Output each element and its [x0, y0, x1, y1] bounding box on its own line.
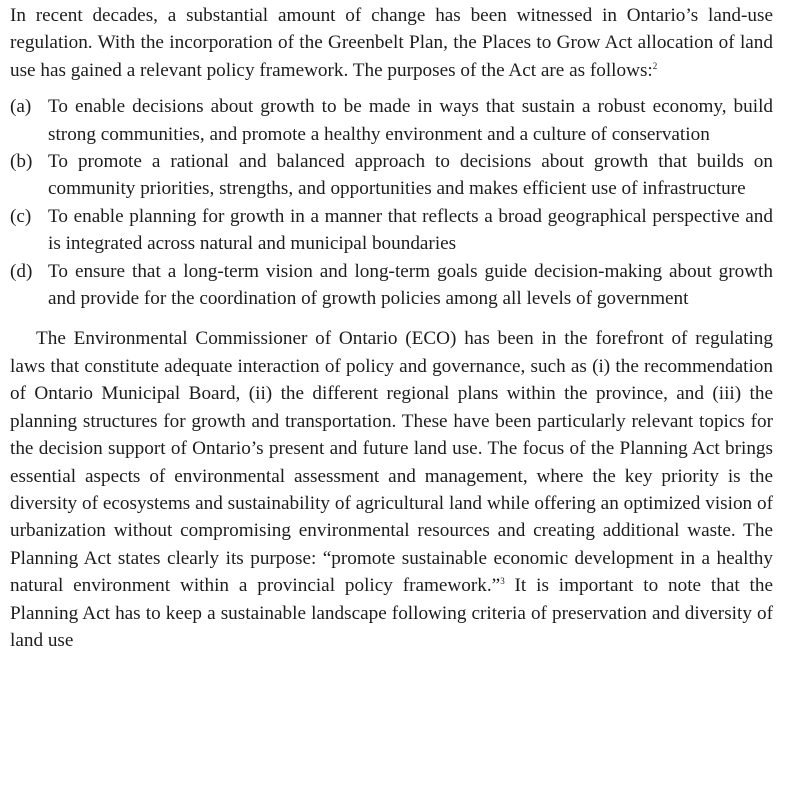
list-item-c: [10, 203, 773, 258]
eco-paragraph-text: The Environmental Commissioner of Ontario (ECO) has been in the forefront of regulating laws that constitute adequate interaction of policy and governance, such as (i) the recommendation of Ontario Municipal Board, (ii) the different regional plans within the province, and (iii) the planning structures for growth and transportation. These have been particularly relevant topics for the decision support of Ontario’s present and future land use. The focus of the Planning Act brings essential aspects of environmental assessment and management, where the key priority is the diversity of ecosystems and sustainability of agricultural land while offering an optimized vision of urbanization without compromising environmental resources and creating additional waste. The Planning Act states clearly its purpose: “promote sustainable economic development in a healthy natural environment within a provincial policy framework.”: [10, 328, 773, 597]
list-marker: (c): [10, 205, 32, 227]
list-item-text: To promote a rational and balanced approach to decisions about growth that builds on community priorities, strengths, and opportunities and makes efficient use of infrastructure: [48, 151, 773, 200]
eco-paragraph-continuation: It is important to note that the Planning Act has to keep a sustainable landscape following criteria of preservation and diversity of land use: [10, 575, 773, 651]
list-item-text: To enable decisions about growth to be made in ways that sustain a robust economy, build strong communities, and promote a healthy environment and a culture of conservation: [48, 96, 773, 145]
list-item-d: [10, 258, 773, 313]
intro-paragraph: [10, 2, 773, 84]
footnote-marker: 3: [500, 575, 505, 586]
document-page: [10, 2, 773, 654]
eco-paragraph: [10, 325, 773, 654]
list-item-a: [10, 93, 773, 148]
list-marker: (a): [10, 96, 32, 118]
list-item-text: To ensure that a long-term vision and long-term goals guide decision-making about growth and provide for the coordination of growth policies among all levels of government: [48, 260, 773, 310]
list-item-b: [10, 148, 773, 203]
list-item-text: To enable planning for growth in a manner that reflects a broad geographical perspective and is integrated across natural and municipal boundaries: [48, 205, 773, 255]
intro-paragraph-text: In recent decades, a substantial amount of change has been witnessed in Ontario’s land-use regulation. With the incorporation of the Greenbelt Plan, the Places to Grow Act allocation of land use has gained a relevant policy framework. The purposes of the Act are as follows:: [10, 5, 773, 81]
footnote-marker: 2: [652, 60, 658, 71]
list-marker: (b): [10, 151, 33, 173]
list-marker: (d): [10, 260, 33, 282]
purposes-list: [10, 93, 773, 312]
